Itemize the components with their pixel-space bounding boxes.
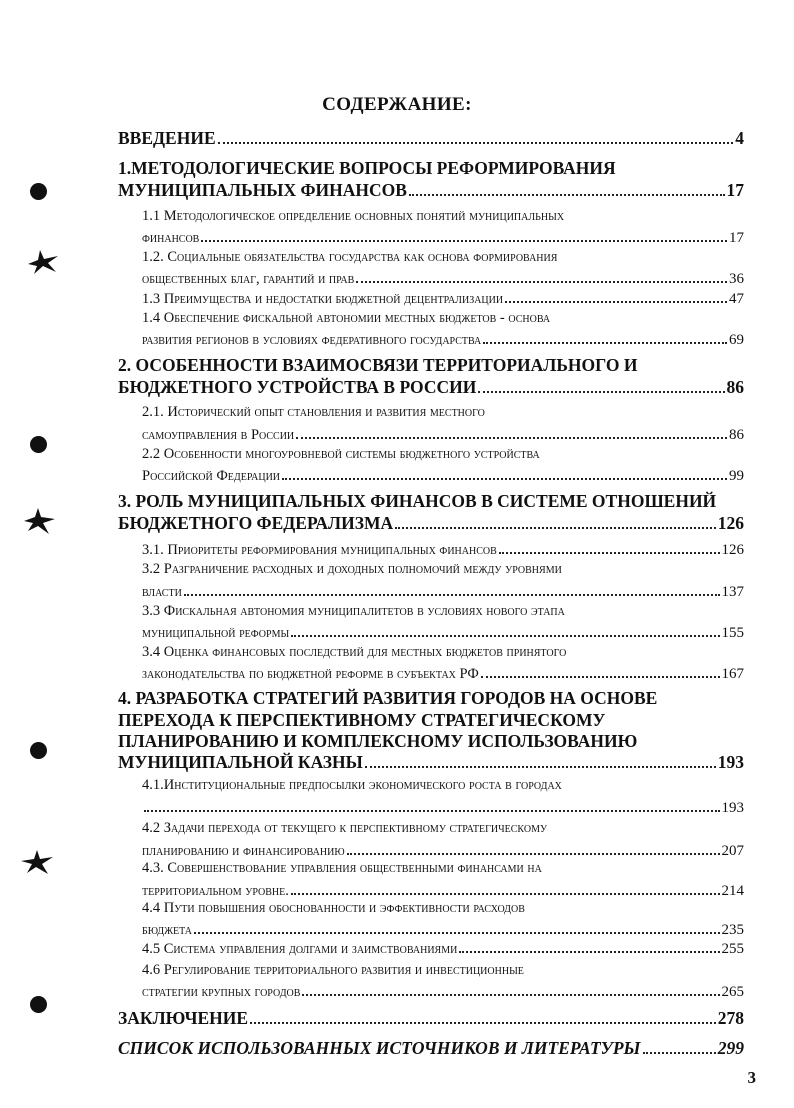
toc-entry-leader-row <box>142 983 744 1001</box>
page-number: 3 <box>747 1068 756 1087</box>
toc-entry-text: ПЛАНИРОВАНИЮ И КОМПЛЕКСНОМУ ИСПОЛЬЗОВАНИЮ <box>118 731 638 751</box>
toc-page-number: 214 <box>721 882 744 899</box>
toc-entry-leader-row <box>118 1038 744 1059</box>
toc-entry-text: 4.1.Институциональные предпосылки экономического роста в городах <box>142 777 562 793</box>
dot-leader <box>643 1039 716 1054</box>
toc-entry-text: 3.2 Разграничение расходных и доходных полномочий между уровнями <box>142 561 562 577</box>
toc-entry-text: 1.МЕТОДОЛОГИЧЕСКИЕ ВОПРОСЫ РЕФОРМИРОВАНИЯ <box>118 158 616 178</box>
toc-entry-text: 2.1. Исторический опыт становления и развития местного <box>142 404 485 420</box>
toc-entry-leader-row <box>142 467 744 485</box>
toc-entry-text: власти <box>142 583 182 600</box>
toc-entry-text: муниципальной реформы <box>142 624 290 641</box>
toc-entry-text: стратегии крупных городов <box>142 983 301 1000</box>
toc-entry-text: развития регионов в условиях федеративного государства <box>142 331 482 348</box>
toc-entry-text: 3.4 Оценка финансовых последствий для местных бюджетов принятого <box>142 644 567 660</box>
toc-entry-leader-row <box>118 377 744 398</box>
binder-hole-icon <box>30 436 47 453</box>
toc-page-number: 126 <box>717 513 744 533</box>
toc-entry-text: СПИСОК ИСПОЛЬЗОВАННЫХ ИСТОЧНИКОВ И ЛИТЕРАТУРЫ <box>118 1038 641 1058</box>
toc-page-number: 17 <box>726 180 744 200</box>
dot-leader <box>395 514 716 529</box>
dot-leader <box>505 290 727 303</box>
toc-entry-text: ПЕРЕХОДА К ПЕРСПЕКТИВНОМУ СТРАТЕГИЧЕСКОМУ <box>118 710 606 730</box>
toc-entry-leader-row <box>142 665 744 683</box>
toc-entry-leader-row <box>142 583 744 601</box>
toc-page-number: 47 <box>729 290 744 307</box>
toc-page-number: 99 <box>729 467 744 484</box>
dot-leader <box>365 753 716 768</box>
toc-entry-text: территориальном уровне. <box>142 882 289 899</box>
toc-entry-leader-row <box>142 624 744 642</box>
dot-leader <box>144 799 720 812</box>
binder-hole-icon <box>30 996 47 1013</box>
dot-leader <box>356 270 727 283</box>
toc-page-number: 4 <box>735 128 744 148</box>
dot-leader <box>478 378 724 393</box>
toc-entry-text: 3. РОЛЬ МУНИЦИПАЛЬНЫХ ФИНАНСОВ В СИСТЕМЕ ОТНОШЕНИЙ <box>118 491 717 511</box>
toc-entry-text: 1.4 Обеспечение фискальной автономии местных бюджетов - основа <box>142 310 551 326</box>
dot-leader <box>296 426 727 439</box>
dot-leader <box>291 624 719 637</box>
toc-page-number: 278 <box>717 1008 744 1028</box>
toc-entry-text: 4.5 Система управления долгами и заимствованиями <box>142 940 458 957</box>
toc-entry-leader-row <box>142 290 744 308</box>
dot-leader <box>459 940 719 953</box>
ink-blot-icon <box>20 848 54 876</box>
binder-hole-icon <box>30 183 47 200</box>
toc-entry-text: финансов <box>142 229 200 246</box>
toc-page-number: 36 <box>729 270 744 287</box>
toc-entry-leader-row <box>118 1008 744 1029</box>
dot-leader <box>291 882 720 895</box>
toc-entry-leader-row <box>142 940 744 958</box>
dot-leader <box>194 921 720 934</box>
dot-leader <box>282 467 727 480</box>
toc-page-number: 137 <box>721 583 744 600</box>
toc-entry-text: самоуправления в России <box>142 426 295 443</box>
toc-page-number: 299 <box>717 1038 744 1058</box>
toc-entry-text: 1.1 Методологическое определение основных понятий муниципальных <box>142 208 565 224</box>
toc-page-number: 207 <box>721 842 744 859</box>
toc-entry-leader-row <box>142 270 744 288</box>
toc-entry-text: Российской Федерации <box>142 467 281 484</box>
toc-page-number: 126 <box>721 541 744 558</box>
toc-entry-leader-row <box>118 180 744 201</box>
toc-entry-text: БЮДЖЕТНОГО ФЕДЕРАЛИЗМА <box>118 513 394 533</box>
dot-leader <box>184 583 720 596</box>
toc-page-number: 235 <box>721 921 744 938</box>
toc-entry-leader-row <box>142 331 744 349</box>
toc-entry-leader-row <box>142 426 744 444</box>
toc-entry-text: 1.3 Преимущества и недостатки бюджетной децентрализации <box>142 290 504 307</box>
toc-title: СОДЕРЖАНИЕ: <box>322 94 472 115</box>
toc-page-number: 155 <box>721 624 744 641</box>
toc-entry-leader-row <box>118 752 744 773</box>
dot-leader <box>499 541 720 554</box>
dot-leader <box>481 665 720 678</box>
toc-entry-text: 4.6 Регулирование территориального развития и инвестиционные <box>142 962 524 978</box>
toc-entry-text: ЗАКЛЮЧЕНИЕ <box>118 1008 249 1028</box>
toc-page-number: 265 <box>721 983 744 1000</box>
dot-leader <box>201 229 727 242</box>
toc-page-number: 167 <box>721 665 744 682</box>
toc-entry-leader-row <box>142 799 744 817</box>
toc-page-number: 86 <box>726 377 744 397</box>
dot-leader <box>250 1009 716 1024</box>
dot-leader <box>218 129 734 144</box>
toc-entry-text: МУНИЦИПАЛЬНОЙ КАЗНЫ <box>118 752 363 772</box>
toc-entry-leader-row <box>118 128 744 149</box>
toc-entry-text: 4.3. Совершенствование управления общественными финансами на <box>142 860 542 876</box>
toc-entry-text: общественных благ, гарантий и прав <box>142 270 355 287</box>
toc-page-number: 193 <box>717 752 744 772</box>
toc-entry-text: 4. РАЗРАБОТКА СТРАТЕГИЙ РАЗВИТИЯ ГОРОДОВ НА ОСНОВЕ <box>118 688 658 708</box>
dot-leader <box>347 842 720 855</box>
toc-entry-leader-row <box>142 842 744 860</box>
toc-entry-text: ВВЕДЕНИЕ <box>118 128 216 148</box>
toc-entry-text: бюджета <box>142 921 192 938</box>
toc-entry-leader-row <box>142 921 744 939</box>
toc-page-number: 17 <box>729 229 744 246</box>
toc-entry-text: планированию и финансированию <box>142 842 345 859</box>
toc-page-number: 86 <box>729 426 744 443</box>
toc-entry-text: 1.2. Социальные обязательства государства как основа формирования <box>142 249 558 265</box>
toc-entry-text: 3.3 Фискальная автономия муниципалитетов в условиях нового этапа <box>142 603 565 619</box>
toc-entry-text: 2.2 Особенности многоуровневой системы бюджетного устройства <box>142 446 540 462</box>
toc-page-number: 69 <box>729 331 744 348</box>
toc-page-number: 255 <box>721 940 744 957</box>
toc-entry-leader-row <box>142 882 744 900</box>
dot-leader <box>483 331 727 344</box>
toc-entry-text: 4.2 Задачи перехода от текущего к перспективному стратегическому <box>142 820 548 836</box>
toc-entry-text: 3.1. Приоритеты реформирования муниципальных финансов <box>142 541 497 558</box>
ink-blot-icon <box>22 507 56 535</box>
toc-entry-text: БЮДЖЕТНОГО УСТРОЙСТВА В РОССИИ <box>118 377 477 397</box>
toc-entry-text: 4.4 Пути повышения обоснованности и эффективности расходов <box>142 900 525 916</box>
ink-blot-icon <box>26 248 60 276</box>
dot-leader <box>302 983 719 996</box>
toc-entry-text: законодательства по бюджетной реформе в субъектах РФ <box>142 665 479 682</box>
toc-entry-leader-row <box>142 541 744 559</box>
toc-page-number: 193 <box>721 799 744 816</box>
toc-entry-text: МУНИЦИПАЛЬНЫХ ФИНАНСОВ <box>118 180 407 200</box>
binder-hole-icon <box>30 742 47 759</box>
dot-leader <box>409 181 725 196</box>
toc-entry-leader-row <box>142 229 744 247</box>
toc-entry-leader-row <box>118 513 744 534</box>
toc-entry-text: 2. ОСОБЕННОСТИ ВЗАИМОСВЯЗИ ТЕРРИТОРИАЛЬНОГО И <box>118 355 638 375</box>
